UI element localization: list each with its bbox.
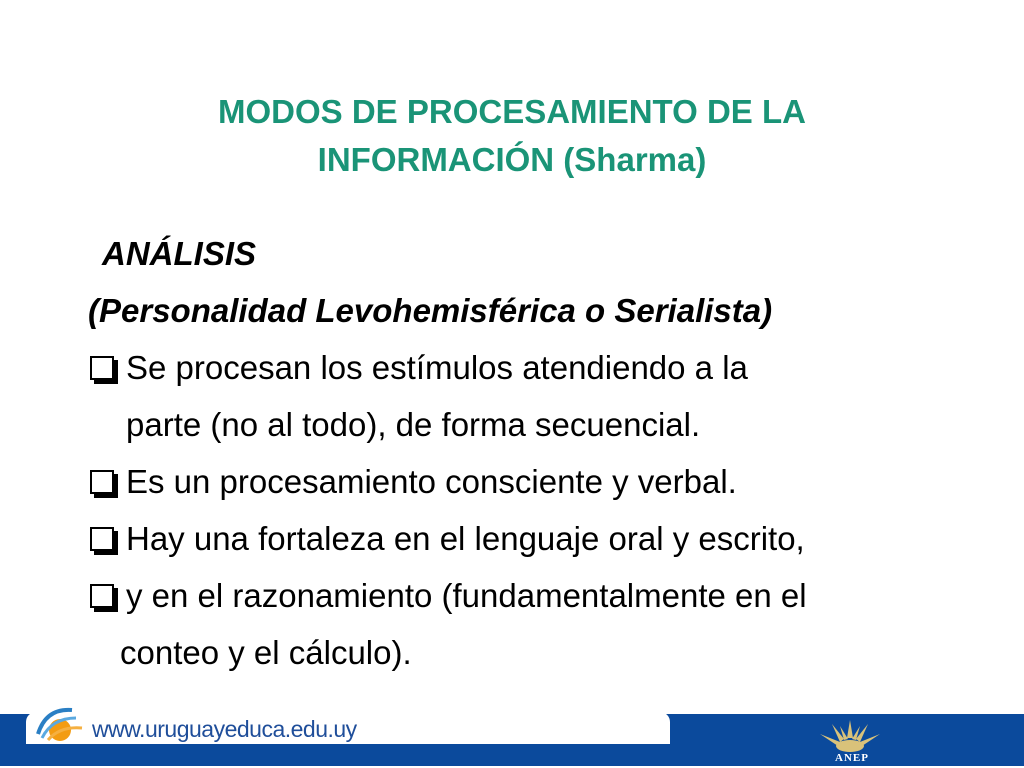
slide-body <box>88 232 968 688</box>
section-heading: ANÁLISIS <box>102 235 257 272</box>
checkbox-bullet-icon <box>90 584 114 608</box>
bullet-text: y en el razonamiento (fundamentalmente en el <box>126 577 807 614</box>
bullet-item <box>88 346 968 403</box>
bullet-text: Hay una fortaleza en el lenguaje oral y escrito, <box>126 520 805 557</box>
bullet-item <box>88 460 968 517</box>
checkbox-bullet-icon <box>90 527 114 551</box>
bullet-item <box>88 517 968 574</box>
bullet-continuation: conteo y el cálculo). <box>120 634 412 671</box>
anep-brand-text: ANEP <box>835 752 869 764</box>
checkbox-bullet-icon <box>90 470 114 494</box>
uruguayeduca-logo-icon <box>32 700 88 746</box>
uruguayeduca-link[interactable]: www.uruguayeduca.edu.uy <box>92 716 357 742</box>
bullet-text: Se procesan los estímulos atendiendo a la <box>126 349 748 386</box>
bullet-continuation: parte (no al todo), de forma secuencial. <box>126 406 701 443</box>
bullet-text: Es un procesamiento consciente y verbal. <box>126 463 737 500</box>
section-subheading: (Personalidad Levohemisférica o Serialista) <box>88 292 773 329</box>
bullet-item <box>88 574 968 631</box>
slide-title <box>60 88 964 184</box>
title-line-1: MODOS DE PROCESAMIENTO DE LA <box>218 93 806 130</box>
checkbox-bullet-icon <box>90 356 114 380</box>
title-line-2: INFORMACIÓN (Sharma) <box>317 141 707 178</box>
